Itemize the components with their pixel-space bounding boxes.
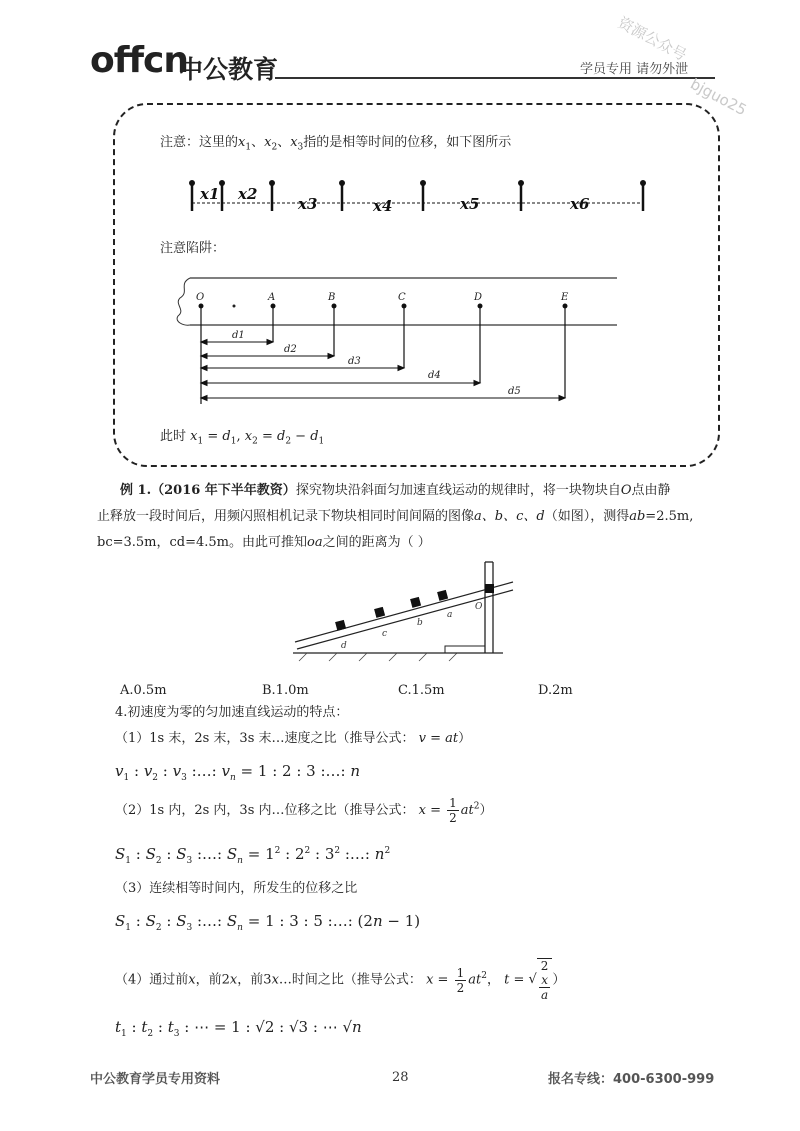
point-label: O <box>196 292 205 303</box>
option-d[interactable]: D.2m <box>538 683 573 698</box>
formula-displacement-ratio: $S_1$ : $S_2$ : $S_3$ :…: $S_n = 1^2$ : $2^2$ : $3^2$ :…: $n^2$ <box>115 845 391 866</box>
d-label: d2 <box>284 344 297 355</box>
note-line-1: 注意：这里的$x_1$、$x_2$、$x_3$指的是相等时间的位移，如下图所示 <box>160 135 512 153</box>
example-text: 例 1.（2016 年下半年教资）探究物块沿斜面匀加速直线运动的规律时，将一块物块自O点由静 <box>120 483 671 498</box>
point-label: C <box>398 292 406 303</box>
option-b[interactable]: B.1.0m <box>262 683 309 698</box>
ruler-label: x2 <box>238 185 258 203</box>
item-3: （3）连续相等时间内，所发生的位移之比 <box>115 881 358 896</box>
formula-time-ratio: $t_1$ : $t_2$ : $t_3$ : ⋯ = 1 : √2 : √3 : ⋯ √n <box>115 1018 362 1039</box>
example-text: 止释放一段时间后，用频闪照相机记录下物块相同时间间隔的图像a、b、c、d（如图），测得ab=2.5m, <box>97 509 694 524</box>
ruler-label: x5 <box>460 195 480 213</box>
item-1: （1）1s 末，2s 末，3s 末…速度之比（推导公式： v = at） <box>115 731 472 746</box>
logo-wordmark: offcn <box>90 40 189 81</box>
formula-consecutive-ratio: $S_1$ : $S_2$ : $S_3$ :…: $S_n = 1$ : 3 : 5 :…: (2n − 1) <box>115 912 421 933</box>
trap-title: 注意陷阱： <box>160 241 226 256</box>
trap-diagram <box>172 270 622 410</box>
incline-label: O <box>475 602 483 612</box>
formula-velocity-ratio: $v_1$ : $v_2$ : $v_3$ :…: $v_n = 1$ : 2 : 3 :…: n <box>115 762 361 783</box>
incline-label: d <box>341 641 347 651</box>
example-text: bc=3.5m，cd=4.5m。由此可推知oa之间的距离为（ ） <box>97 535 431 550</box>
header-tag: 学员专用 请勿外泄 <box>580 62 689 77</box>
footer-right: 报名专线：400-6300-999 <box>548 1072 715 1087</box>
note-conclusion: 此时 $x_1 = d_1$, $x_2 = d_2 - d_1$ <box>160 429 325 447</box>
point-label: A <box>268 292 276 303</box>
page-number: 28 <box>392 1070 409 1085</box>
ruler-label: x3 <box>298 195 318 213</box>
watermark: 资源公众号 <box>614 13 690 65</box>
section-title: 4.初速度为零的匀加速直线运动的特点： <box>115 705 349 720</box>
header-rule <box>275 77 715 79</box>
incline-label: a <box>447 610 453 620</box>
logo-chinese: 中公教育 <box>178 55 279 84</box>
incline-diagram <box>285 560 520 665</box>
item-4: （4）通过前x，前2x，前3x…时间之比（推导公式： x = $\frac{1}{2}$ $at^2$， t = √ 2 x a ） <box>115 959 566 1002</box>
option-a[interactable]: A.0.5m <box>120 683 167 698</box>
point-label: E <box>561 292 569 303</box>
d-label: d3 <box>348 356 361 367</box>
ruler-label: x1 <box>200 185 220 203</box>
watermark: bjguo25 <box>687 74 750 120</box>
ruler-label: x4 <box>373 197 393 215</box>
incline-label: c <box>382 629 388 639</box>
ruler-label: x6 <box>570 195 590 213</box>
option-c[interactable]: C.1.5m <box>398 683 445 698</box>
point-label: D <box>474 292 483 303</box>
item-2: （2）1s 内，2s 内，3s 内…位移之比（推导公式： x = $\frac{1}{2}$ $at^2$） <box>115 796 493 825</box>
d-label: d4 <box>428 370 441 381</box>
footer-left: 中公教育学员专用资料 <box>90 1072 221 1087</box>
d-label: d1 <box>232 330 245 341</box>
d-label: d5 <box>508 386 521 397</box>
displacement-ruler <box>180 175 660 220</box>
point-label: B <box>328 292 336 303</box>
incline-label: b <box>417 618 423 628</box>
